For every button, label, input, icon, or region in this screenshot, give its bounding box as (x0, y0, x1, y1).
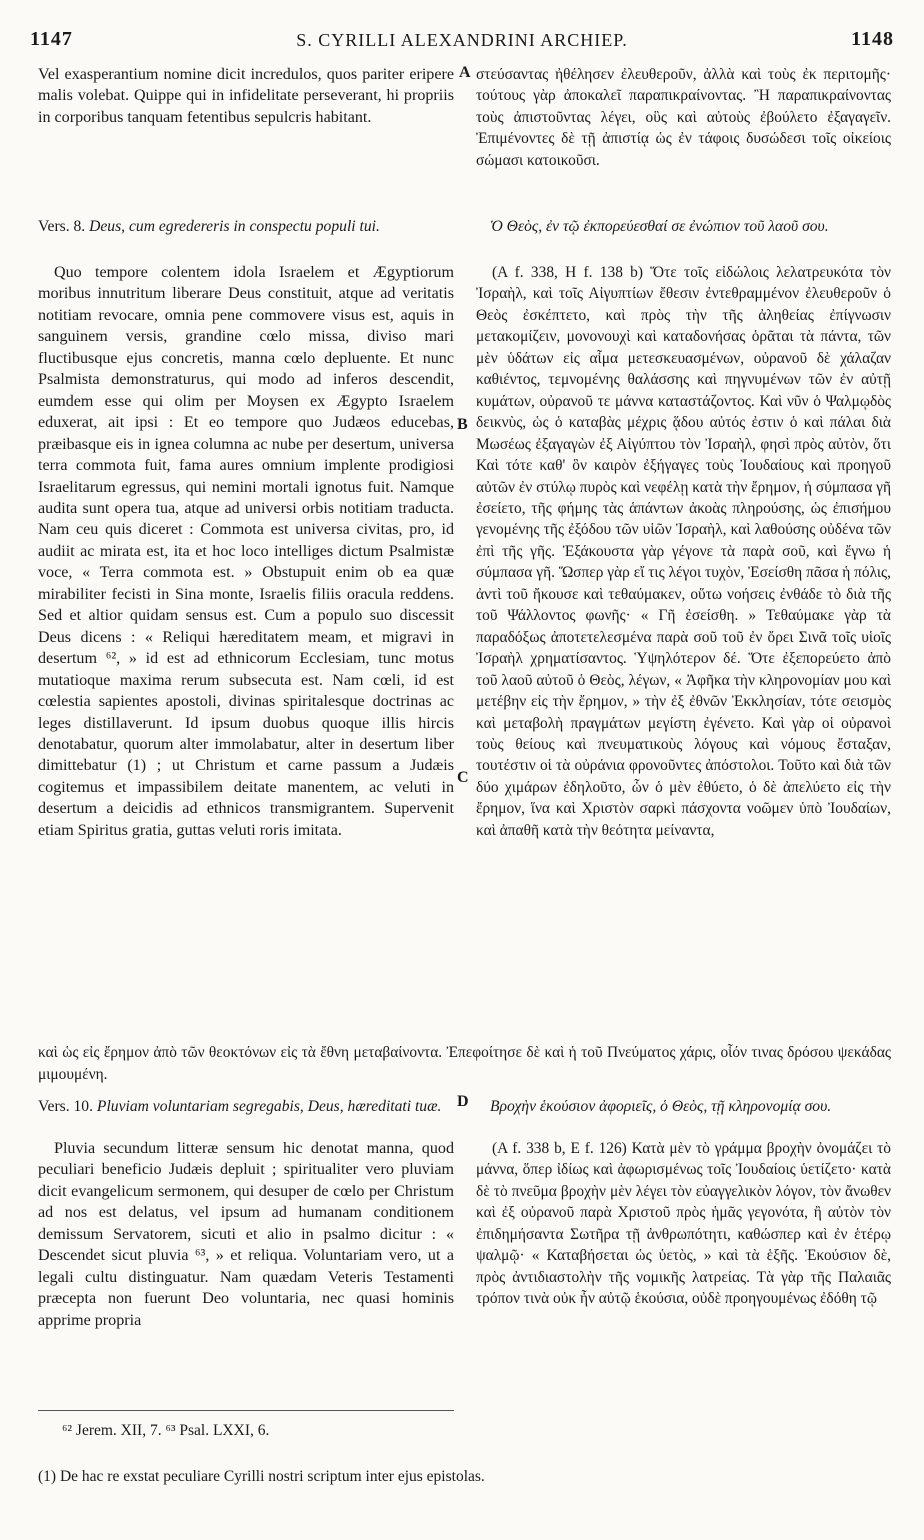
greek-text: (A f. 338 b, E f. 126) Κατὰ μὲν τὸ γράμμα βροχὴν ὀνομάζει τὸ μάννα, ὅπερ ἰδίως καὶ ἀφωρισμένως τοῖς Ἰουδαίοις ὑετίζετο· κατὰ δὲ τὸ πνεῦμα βροχὴν μὲν λέγει τὸν εὐαγγελικὸν λόγον, τὸν ἄνωθεν καὶ ἐξ οὐρανοῦ παρὰ Χριστοῦ πρὸς ἡμᾶς γεγονότα, ἢ αὐτὸν τὸν ἐπιδημήσαντα Σωτῆρα τῇ ἀνθρωπότητι, καθώσπερ καὶ ἐν ἑτέρῳ ψαλμῷ· « Καταβήσεται ὡς ὑετὸς, » καὶ τὰ ἑξῆς. Ἑκούσιον δὲ, πρὸς ἀντιδιαστολὴν τῆς νομικῆς λατρείας. Τὰ γὰρ τῆς Παλαιᾶς τρόπον τινὰ οὐκ ἦν αὐτῷ ἑκούσια, οὐδὲ προηγουμένως ἐδόθη τῷ (476, 1140, 891, 1308)
page-number-right: 1148 (851, 28, 894, 50)
verse-number: Vers. 10. (38, 1098, 94, 1115)
verse-text: Deus, cum egredereris in conspectu populi tui. (89, 218, 380, 235)
latin-paragraph-1 (38, 64, 454, 128)
greek-text: (A f. 338, H f. 138 b) Ὅτε τοῖς εἰδώλοις λελατρευκότα τὸν Ἰσραὴλ, καὶ τοῖς Αἰγυπτίων ἔθεσιν ἐντεθραμμένον ἐλευθεροῦν ὁ Θεὸς ἐσκέπτετο, καὶ πρὸς τὴν τῆς ἀληθείας ἐπίγνωσιν μετακομίζειν, μονονουχὶ καὶ καταδονήσας ὁρᾶται τὰ πάντα, τῶν μὲν ὑδάτων εἰς αἷμα μετεσκευασμένων, οὐρανοῦ δὲ χάλαζαν καθιέντος, τεμνομένης θαλάσσης καὶ πηγνυμένων τῶν ἐν αὐτῇ κυμάτων, οὐρανοῦ τε μάννα καταστάζοντος. Καὶ νῦν ὁ Ψαλμῳδὸς δεικνὺς, ὡς ὁ καταβὰς μέχρις ᾅδου αὐτός ἐστιν ὁ καὶ πάλαι διὰ Μωσέως ἐξαγαγὼν ἐξ Αἰγύπτου τὸν Ἰσραὴλ, φησὶ πρὸς αὐτὸν, ὅτι Καὶ τότε καθ' ὃν καιρὸν ἐξήγαγες τοὺς Ἰουδαίους καὶ προηγοῦ αὐτῶν ἐν στύλῳ πυρὸς καὶ νεφέλῃ κατὰ τὴν ἔρημον, ἡ σύμπασα γῆ ἐσείετο, τῆς φήμης τὰς ἁπάντων ἀκοὰς πληρούσης, ὡς ἐπισήμου γενομένης τῆς ἐξόδου τῶν υἱῶν Ἰσραὴλ, καὶ λαθούσης οὐδένα τῶν ἐπὶ τῆς γῆς. Ἐξάκουστα γὰρ γέγονε τὰ παρὰ σοῦ, καὶ ἔγνω ἡ σύμπασα γῆ. Ὥσπερ γὰρ εἴ τις λέγοι τυχὸν, Ἐσείσθη πᾶσα ἡ πόλις, ἀντὶ τοῦ ἤκουσε καὶ τεθαύμακεν, οὕτω νοήσεις ἐνθάδε τὸ διὰ τῆς τοῦ Ψάλλοντος φωνῆς· « Γῆ ἐσείσθη. » Τεθαύμακε γὰρ τὰ παραδόξως ἀποτετελεσμένα παρὰ σοῦ τοῦ ἐν ὄρει Σινᾶ τοῖς υἱοῖς Ἰσραὴλ χρηματίσαντος. Ὑψηλότερον δέ. Ὅτε ἐξεπορεύετο ἀπὸ τοῦ λαοῦ αὐτοῦ ὁ Θεὸς, λέγων, « Ἀφῆκα τὴν κληρονομίαν μου καὶ μετέβην εἰς τὴν ἔρημον, » τὴν ἐξ ἐθνῶν Ἐκκλησίαν, τότε σεισμὸς καὶ μεταβολὴ πραγμάτων μεγίστη ἐγένετο. Καὶ γὰρ οἱ οὐρανοὶ τοὺς θείους καὶ πνευματικοὺς λόγους καὶ νόμους ἔσταξαν, τουτέστιν οἱ τὰ οὐράνια φρονοῦντες ἀπόστολοι. Τοῦτο καὶ διὰ τῶν δύο χιμάρων ἐδηλοῦτο, ὧν ὁ μὲν ἐθύετο, ὁ δὲ ἀπελύετο εἰς τὴν ἔρημον, ἵνα καὶ Χριστὸν σαρκὶ πάσχοντα νοῶμεν ὑπὸ Ἰουδαίων, καὶ ἀπαθῆ κατὰ τὴν θεότητα μείναντα, (476, 264, 891, 839)
latin-verse-10-heading (38, 1096, 454, 1117)
notes-divider (38, 1410, 454, 1411)
verse-text: Pluviam voluntariam segregabis, Deus, hæreditati tuæ. (96, 1098, 442, 1115)
margin-letter-d: D (457, 1093, 469, 1110)
latin-text: Pluvia secundum litteræ sensum hic denotat manna, quod peculiari beneficio Judæis depluit ; spiritualiter vero pluviam dicit evangelicum sermonem, qui desuper de cœlo per Christum ad nos est delatus, vel ipsum ad humanam conditionem demissum Servatorem, sicuti et alio in psalmo dicitur : « Descendet sicut pluvia ⁶³, » et reliqua. Voluntariam vero, ut a legali cultu distinguatur. Nam quædam Veteris Testamenti præcepta non fuerunt Deo voluntaria, nec quasi hominis apprime propria (38, 1140, 454, 1329)
verse-number: Vers. 8. (38, 218, 86, 235)
latin-verse-8-heading (38, 216, 454, 237)
greek-verse-8-heading: Ὁ Θεὸς, ἐν τῷ ἐκπορεύεσθαί σε ἐνώπιον τοῦ λαοῦ σου. (490, 218, 829, 235)
latin-text: Quo tempore colentem idola Israelem et Ægyptiorum moribus innutritum liberare Deus constituit, atque ad veritatis notitiam revocare, omnia pene commovere visus est, aquis in sanguinem versis, grandine cœlo missa, diviso mari fluctibusque ejus concretis, manna cœlo depluente. Et nunc Psalmista demonstraturus, qui modo ad inferos descendit, eumdem esse qui olim per Moysen ex Ægypto Israelem eduxerat, ait ipsi : Et eo tempore quo Judæos educebas, præibasque eis in ignea columna ac nube per desertum, universa terra commota fuit, fama aures omnium implente prodigiosi Israelitarum egressus, qui nemini mortali ignotus fuit. Namque audita sunt opera tua, atque ad universi orbis notitiam traducta. Nam ceu quis diceret : Commota est universa civitas, pro, id audiit ac mirata est, ita et hoc loco intelliges dictum Psalmistæ voce, « Terra commota est. » Obstupuit enim ob ea quæ mirabiliter fecisti in Sina monte, Israelis filiis oracula reddens. Sed et altior quidam sensus est. Cum a populo suo discessit Deus dicens : « Reliqui hæreditatem meam, et migravi in desertum ⁶², » id est ad ethnicorum Ecclesiam, tunc motus mutatioque maxima rerum subsecuta est. Nam cœli, id est cœlestia sapientes apostoli, divinas spiritalesque doctrinas ac leges distillaverunt. Id ipsum duobus quoque illis hircis denotabatur, quorum alter immolabatur, alter in desertum liber dimittebatur (1) ; ut Christum et carne passum a Judæis cogitemus et impassibilem deitate manentem, ac veluti in desertum a deicidis ad ethnicos transmigrantem. Supervenit etiam Spiritus gratia, guttas veluti roris imitata. (38, 264, 454, 839)
footnote: (1) De hac re exstat peculiare Cyrilli nostri scriptum inter ejus epistolas. (38, 1468, 485, 1485)
greek-paragraph-3 (476, 1138, 891, 1310)
margin-letter-b: B (457, 416, 468, 433)
running-header (30, 28, 894, 58)
page-number-left: 1147 (30, 28, 73, 50)
greek-verse-10-heading: Βροχὴν ἑκούσιον ἀφοριεῖς, ὁ Θεὸς, τῇ κληρονομίᾳ σου. (490, 1098, 832, 1115)
latin-text: Vel exasperantium nomine dicit incredulos, quos pariter eripere malis volebat. Quippe qui in infidelitate perseverant, hi propriis in corporibus tanquam fetentibus sepulcris habitant. (38, 66, 454, 126)
running-title: S. CYRILLI ALEXANDRINI ARCHIEP. (296, 30, 628, 50)
margin-letter-a: A (459, 64, 471, 81)
greek-text: στεύσαντας ἠθέλησεν ἐλευθεροῦν, ἀλλὰ καὶ τοὺς ἐκ περιτομῆς· τούτους γὰρ ἀποκαλεῖ παραπικραίνοντας. Ἢ παραπικραίνοντας τοὺς ἀπιστοῦντας λέγει, οὓς καὶ αὐτοὺς ἐβούλετο ἐξαγαγεῖν. Ἐπιμένοντες δὲ τῇ ἀπιστίᾳ ὡς ἐν τάφοις δυσώδεσι τοῖς οἰκείοις σώμασι κατοικοῦσι. (476, 66, 891, 169)
margin-letter-c: C (457, 769, 469, 786)
full-width-greek-line: καὶ ὡς εἰς ἔρημον ἀπὸ τῶν θεοκτόνων εἰς τὰ ἔθνη μεταβαίνοντα. Ἐπεφοίτησε δὲ καὶ ἡ τοῦ Πνεύματος χάρις, οἷόν τινας δρόσου ψεκάδας μιμουμένη. (38, 1044, 891, 1083)
greek-paragraph-1 (476, 64, 891, 171)
latin-paragraph-2 (38, 262, 454, 841)
latin-paragraph-3 (38, 1138, 454, 1331)
scripture-references: ⁶² Jerem. XII, 7. ⁶³ Psal. LXXI, 6. (62, 1422, 270, 1439)
greek-paragraph-2 (476, 262, 891, 841)
